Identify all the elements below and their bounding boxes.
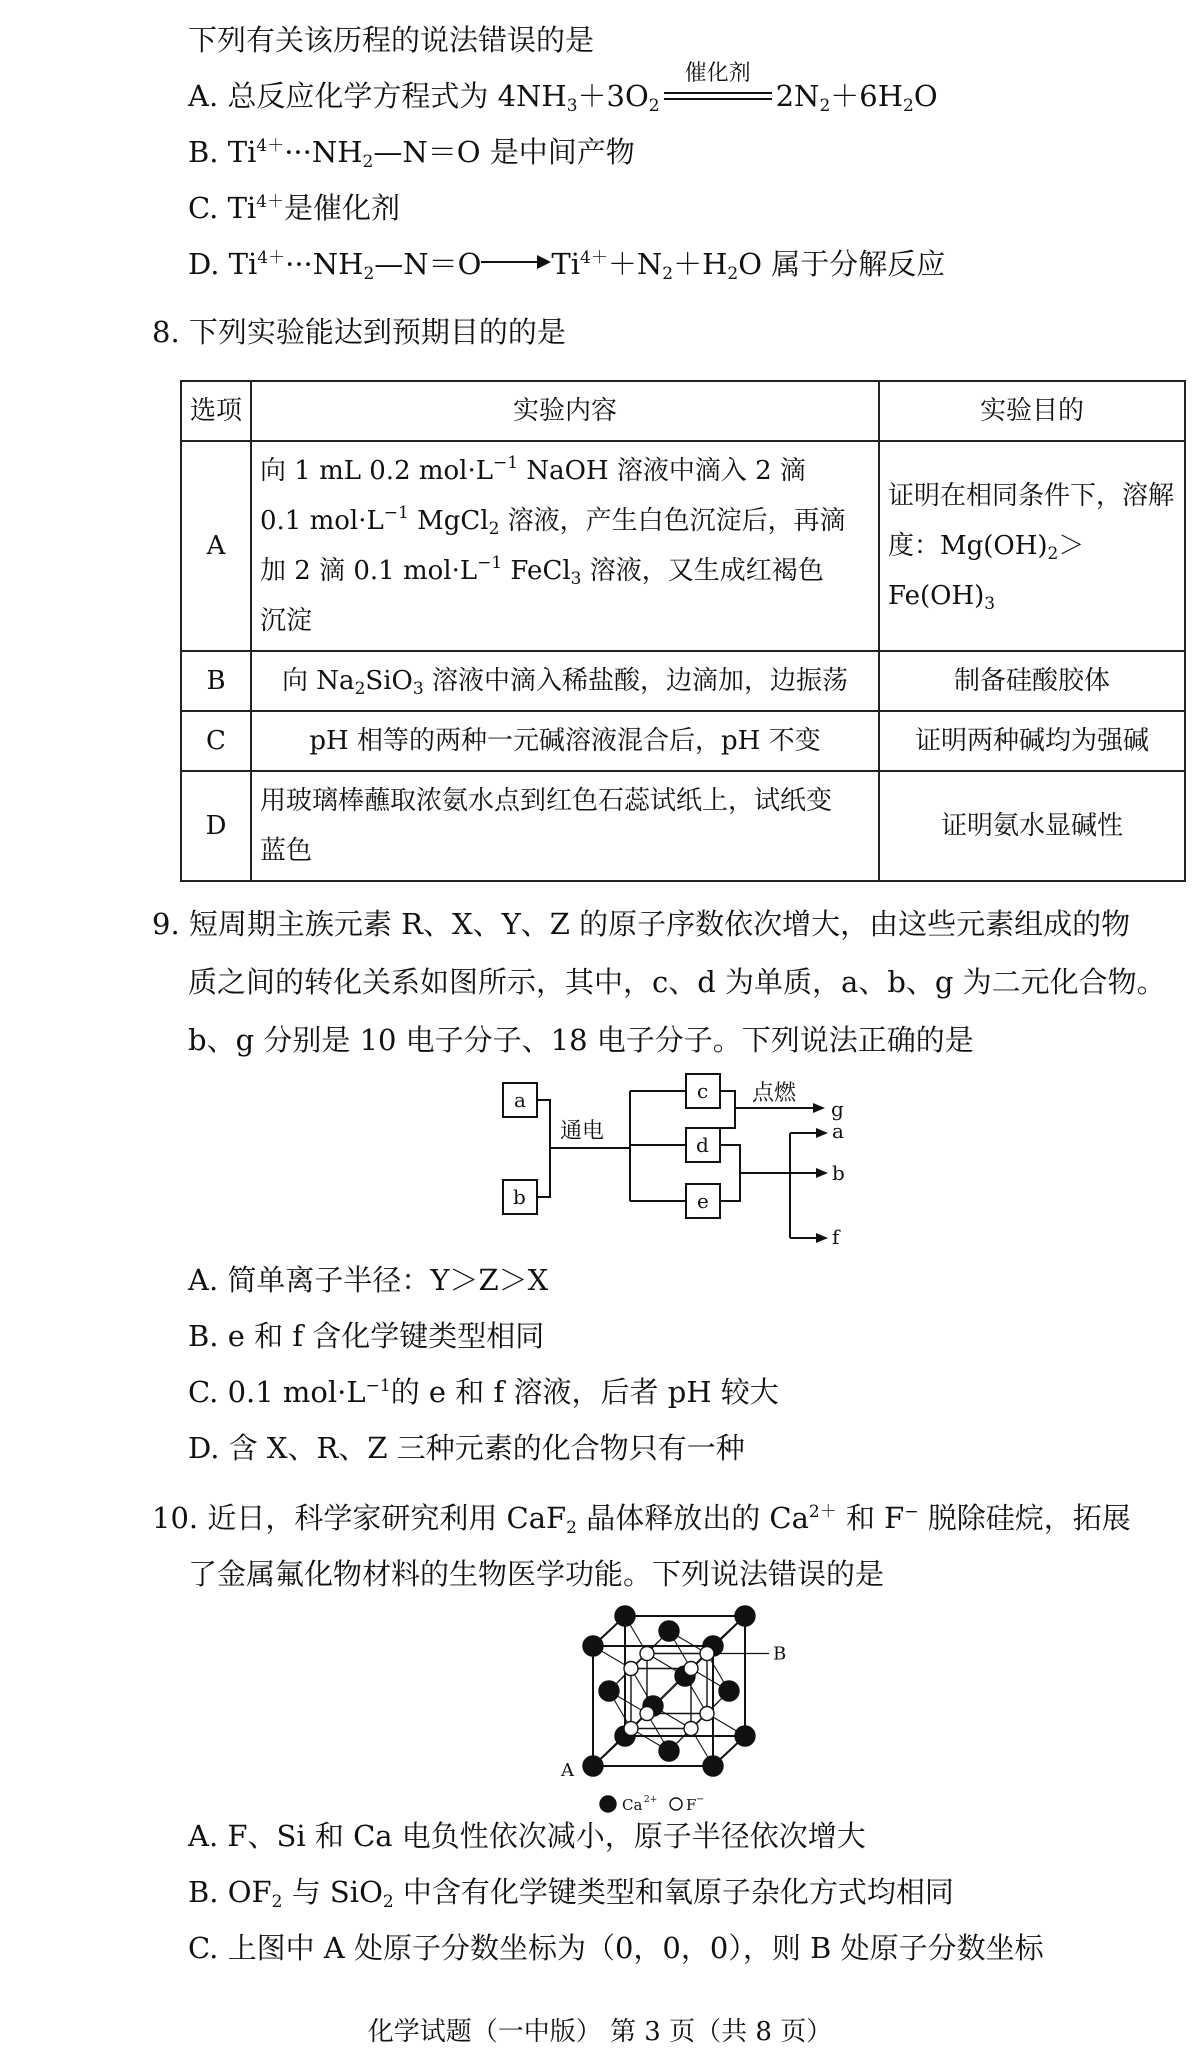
- label-e: e: [697, 1189, 709, 1213]
- label-out-f: f: [832, 1225, 840, 1249]
- row-content: 向 $Na_2SiO_3$ 溶液中滴入稀盐酸，边滴加，边振荡: [251, 651, 879, 711]
- label-out-b: b: [832, 1161, 845, 1185]
- ca-ion: [583, 1756, 603, 1776]
- f-ion: [624, 1722, 638, 1736]
- label-point-a: A: [561, 1760, 574, 1781]
- legend-f-charge: −: [696, 1794, 705, 1805]
- table-row: [181, 711, 1185, 771]
- label-g: g: [831, 1097, 844, 1121]
- row-label: D: [181, 771, 251, 881]
- label-electrolysis: 通电: [560, 1119, 605, 1144]
- label-point-b: B: [773, 1643, 787, 1665]
- f-ion: [700, 1647, 714, 1661]
- row-purpose: 证明在相同条件下，溶解 度：$Mg(OH)_2>Fe(OH)_3$: [879, 441, 1185, 651]
- f-ion: [640, 1647, 654, 1661]
- legend-f-symbol: [670, 1798, 682, 1810]
- caf2-unit-cell-figure: [548, 1598, 808, 1814]
- reaction-arrow: [481, 252, 551, 272]
- legend-ca-charge: 2+: [644, 1795, 658, 1805]
- ca-ion: [599, 1681, 619, 1701]
- legend-f-label: F: [686, 1796, 697, 1814]
- q9-stem-line3: b、g 分别是 10 电子分子、18 电子分子。下列说法正确的是: [188, 1023, 974, 1057]
- legend-ca-label: Ca: [622, 1796, 643, 1814]
- row-content: pH 相等的两种一元碱溶液混合后，pH 不变: [251, 711, 879, 771]
- table-row: [181, 771, 1185, 881]
- q7-option-c: C. $Ti^{4+}$是催化剂: [188, 191, 401, 225]
- header-option: 选项: [181, 381, 251, 441]
- table-row: [181, 441, 1185, 651]
- ca-ion: [615, 1606, 635, 1626]
- q10-stem-line1: 10. 近日，科学家研究利用 CaF$_2$ 晶体释放出的 $Ca^{2+}$ 和 F− 脱除硅烷，拓展: [152, 1501, 1131, 1538]
- q9-reaction-diagram: [490, 1070, 870, 1250]
- q9-stem-line1: 9. 短周期主族元素 R、X、Y、Z 的原子序数依次增大，由这些元素组成的物: [152, 907, 1131, 941]
- header-purpose: 实验目的: [879, 381, 1185, 441]
- legend-ca-symbol: [600, 1796, 616, 1812]
- q7-option-b: B. $Ti^{4+}\cdot\cdot\cdot NH_2—N=O$ 是中间产物: [188, 135, 635, 172]
- q7-option-a: A. 总反应化学方程式为 $4NH_3+3O_2$ 催化剂 $2N_2+6H_2O$: [188, 61, 938, 116]
- ca-ion: [659, 1621, 679, 1641]
- q9-option-a: A. 简单离子半径：Y＞Z＞X: [188, 1263, 549, 1297]
- label-a: a: [514, 1088, 526, 1112]
- label-b: b: [513, 1185, 526, 1209]
- ca-ion: [703, 1756, 723, 1776]
- q9-option-b: B. e 和 f 含化学键类型相同: [188, 1319, 545, 1353]
- q10-option-b: B. $OF_2$ 与 SiO$_2$ 中含有化学键类型和氧原子杂化方式均相同: [188, 1875, 954, 1912]
- f-ion: [624, 1662, 638, 1676]
- q9-option-c: C. 0.1 $mol\cdot L^{-1}$的 e 和 f 溶液，后者 pH 较大: [188, 1375, 779, 1409]
- q7-option-d: D. $Ti^{4+}\cdot\cdot\cdot NH_2—N=O$ $Ti^{4+}+N_2+H_2O$ 属于分解反应: [188, 247, 946, 284]
- ca-ion: [719, 1681, 739, 1701]
- q8-stem: 8. 下列实验能达到预期目的的是: [152, 315, 566, 349]
- q9-stem-line2: 质之间的转化关系如图所示，其中，c、d 为单质，a、b、g 为二元化合物。: [188, 965, 1166, 999]
- table-row: [181, 651, 1185, 711]
- row-label: B: [181, 651, 251, 711]
- q10-stem-line2: 了金属氟化物材料的生物医学功能。下列说法错误的是: [188, 1557, 885, 1591]
- f-ion: [640, 1707, 654, 1721]
- ca-ion: [659, 1741, 679, 1761]
- catalyst-equals-sign: 催化剂: [664, 80, 772, 110]
- f-ion: [684, 1662, 698, 1676]
- row-label: C: [181, 711, 251, 771]
- label-c: c: [697, 1079, 709, 1103]
- row-purpose: 证明氨水显碱性: [879, 771, 1185, 881]
- f-ion: [684, 1722, 698, 1736]
- page-footer: 化学试题（一中版） 第 3 页（共 8 页）: [367, 2017, 833, 2047]
- q7-stem: 下列有关该历程的说法错误的是: [188, 23, 595, 57]
- row-label: A: [181, 441, 251, 651]
- f-ion: [700, 1707, 714, 1721]
- label-d: d: [696, 1133, 709, 1157]
- q9-option-d: D. 含 X、R、Z 三种元素的化合物只有一种: [188, 1431, 745, 1465]
- label-ignite: 点燃: [752, 1081, 797, 1106]
- row-content: 用玻璃棒蘸取浓氨水点到红色石蕊试纸上，试纸变 蓝色: [251, 771, 879, 881]
- row-content: 向 1 mL 0.2 $mol\cdot L^{-1}$ NaOH 溶液中滴入 2 滴 0.1 $mol\cdot L^{-1}$ MgCl$_2$ 溶液，产生白色沉淀后，再滴 加 2 滴 0.1 $mol\cdot L^{-1}$ FeCl$_3$ 溶液，又生成红褐色 沉淀: [251, 441, 879, 651]
- header-content: 实验内容: [251, 381, 879, 441]
- q10-option-c: C. 上图中 A 处原子分数坐标为（0，0，0），则 B 处原子分数坐标: [188, 1931, 1044, 1965]
- q10-option-a: A. F、Si 和 Ca 电负性依次减小，原子半径依次增大: [188, 1819, 866, 1853]
- ca-ion: [735, 1606, 755, 1626]
- table-header-row: [181, 381, 1185, 441]
- label-out-a: a: [832, 1119, 844, 1143]
- row-purpose: 证明两种碱均为强碱: [879, 711, 1185, 771]
- ca-ion: [583, 1636, 603, 1656]
- row-purpose: 制备硅酸胶体: [879, 651, 1185, 711]
- ca-ion: [735, 1726, 755, 1746]
- q8-table: [180, 380, 1186, 882]
